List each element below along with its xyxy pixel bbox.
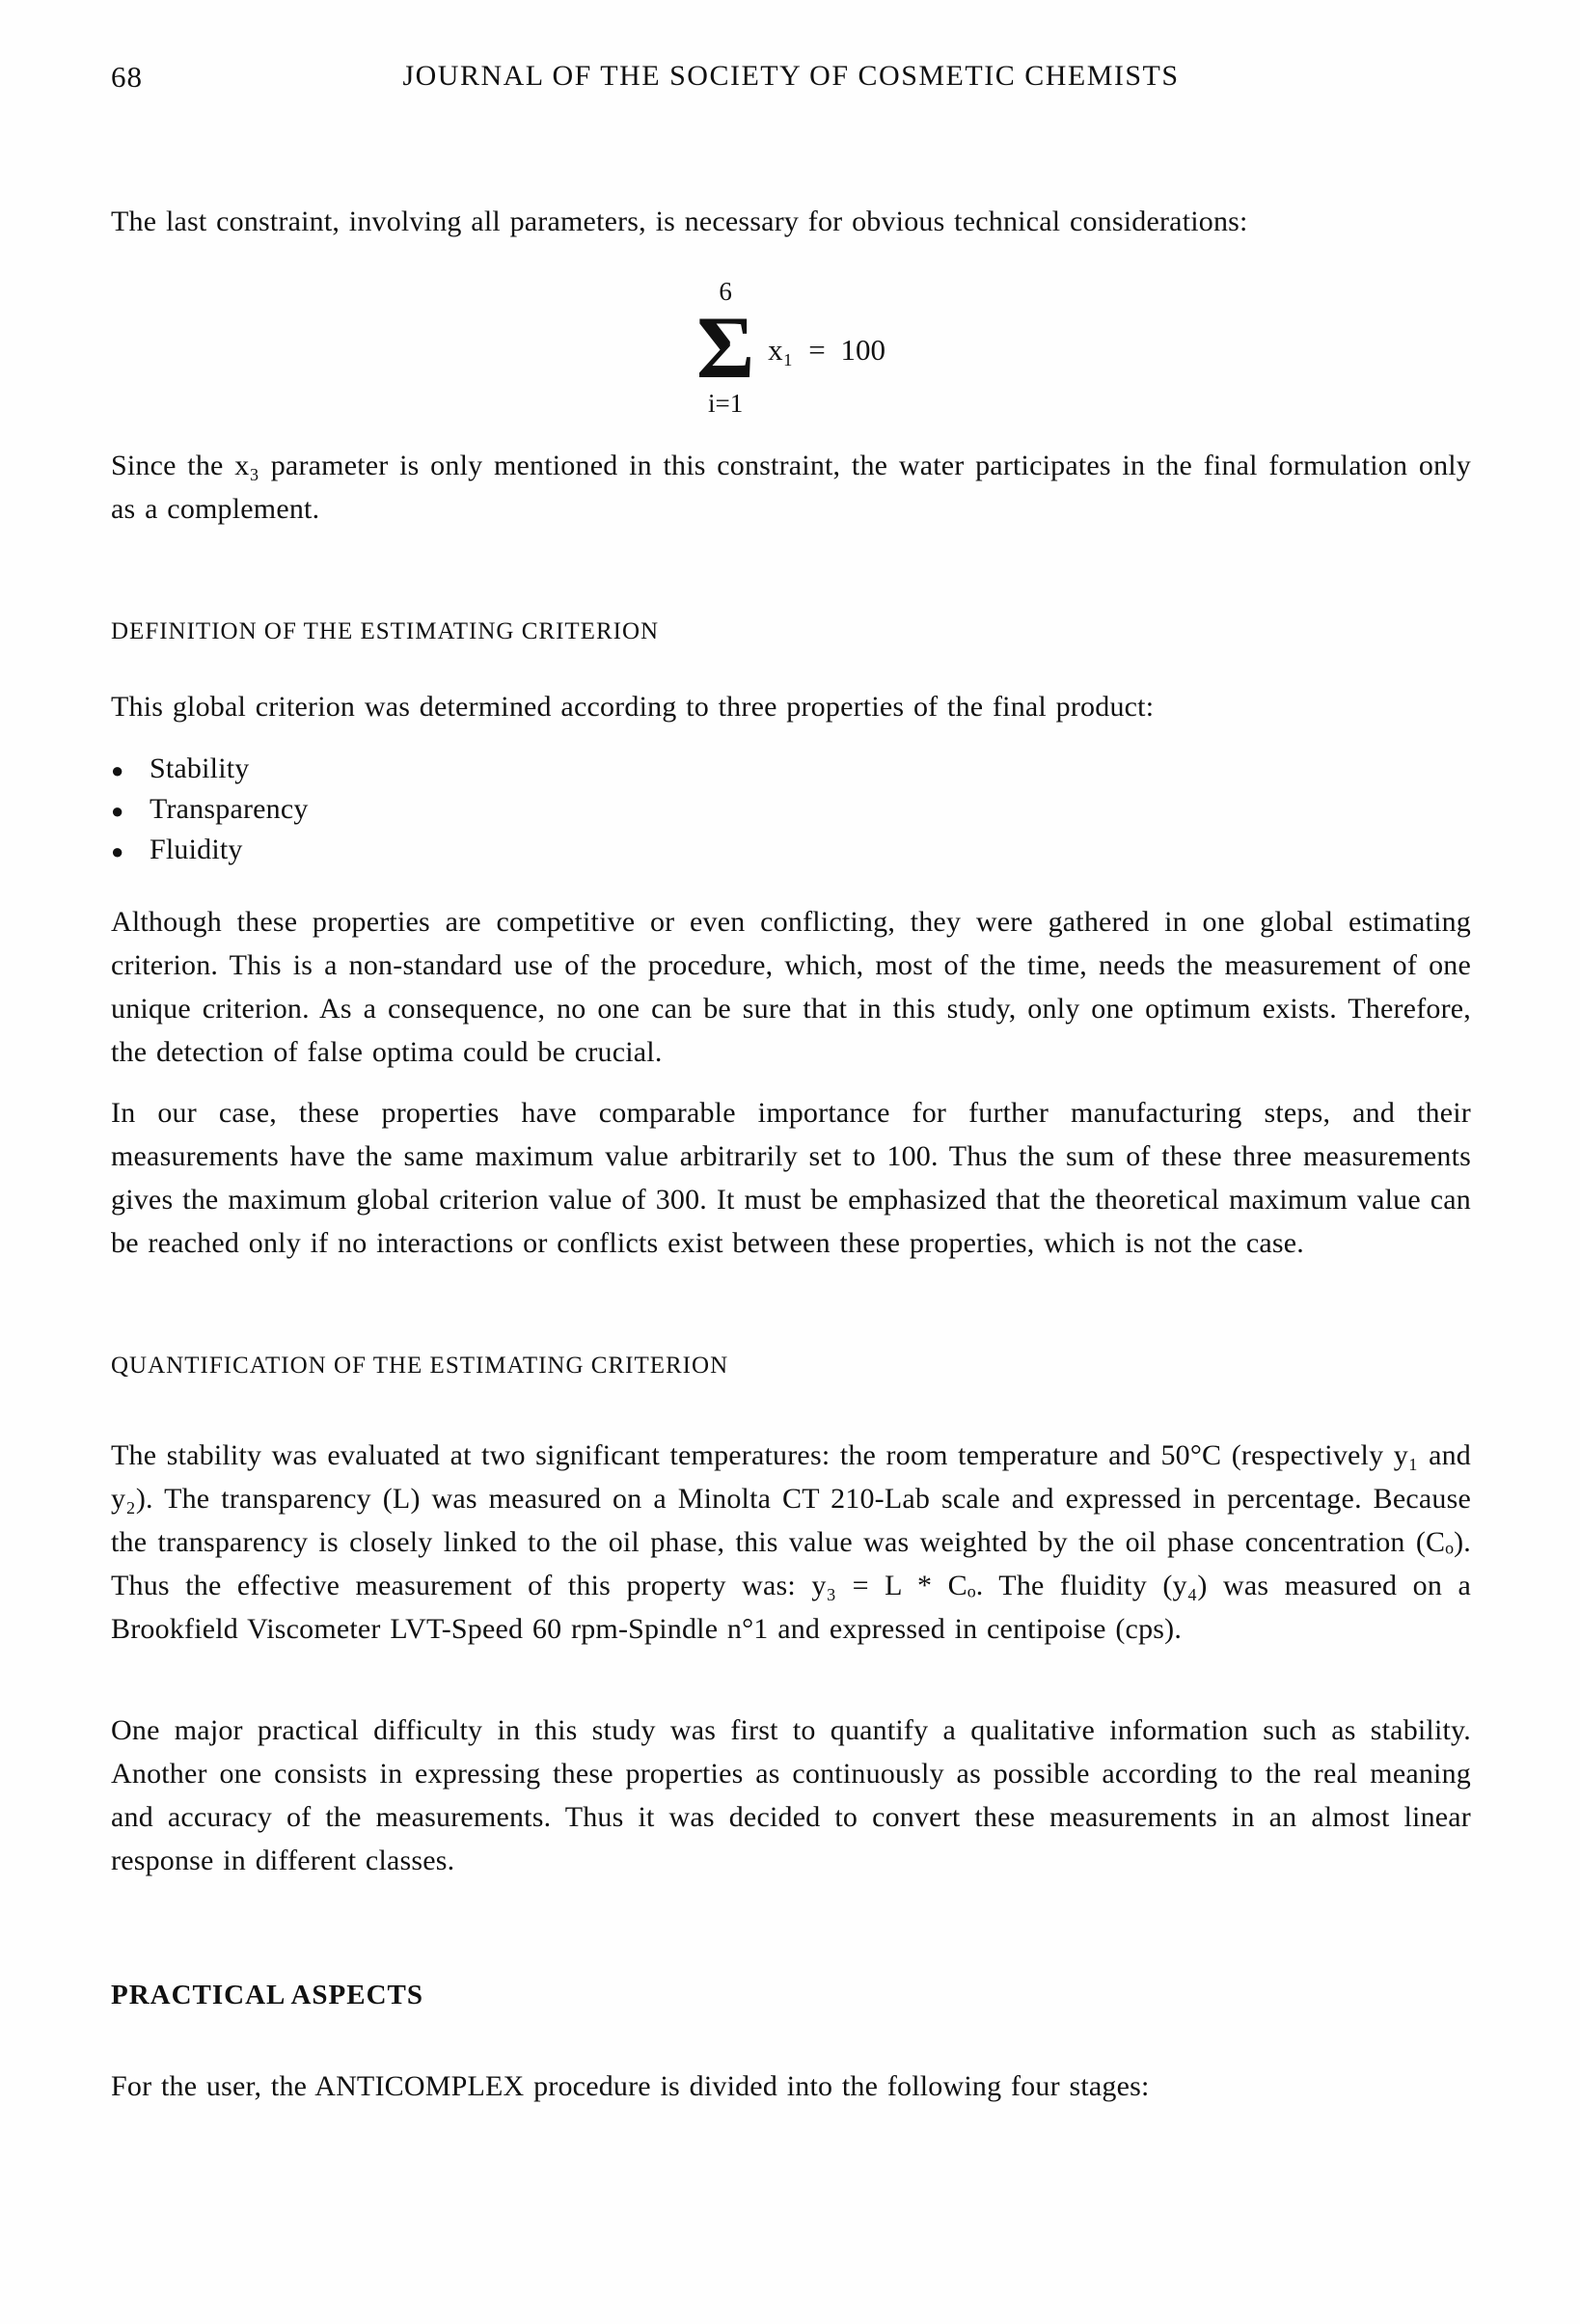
section-heading-quantification: QUANTIFICATION OF THE ESTIMATING CRITERION [111,1353,729,1379]
journal-title: JOURNAL OF THE SOCIETY OF COSMETIC CHEMISTS [402,60,1180,92]
paragraph-definition-intro: This global criterion was determined according to three properties of the final product: [111,691,1155,723]
sum-lower-limit: i=1 [707,389,744,418]
paragraph-competitive: Although these properties are competitive or even conflicting, they were gathered in one global estimating criterion. This is a non-standard use of the procedure, which, most of the time, needs the measurement of one unique criterion. As a consequence, no one can be sure that in this study, only one optimum exists. Therefore, the detection of false optima could be crucial. [111,906,1471,1068]
sum-upper-limit: 6 [719,277,732,306]
paragraph-importance: In our case, these properties have comparable importance for further manufacturing steps, and their measurements have the same maximum value arbitrarily set to 100. Thus the sum of these three measurements gives the maximum global criterion value of 300. It must be emphasized that the theoretical maximum value can be reached only if no interactions or conflicts exist between these properties, which is not the case. [111,1097,1471,1259]
bullet-icon: ● [111,839,124,863]
paragraph-since: Since the x₃ parameter is only mentioned in this constraint, the water participates in the final formulation only as a complement. [111,450,1471,525]
sigma-icon: Σ [696,298,755,396]
equation-expression: x₁ = 100 [768,333,885,367]
bullet-icon: ● [111,758,124,782]
paragraph-stability: The stability was evaluated at two significant temperatures: the room temperature and 50°C (respectively y₁ and y₂). The transparency (L) was measured on a Minolta CT 210-Lab scale and expressed in percentage. Because the transparency is closely linked to the oil phase, this value was weighted by the oil phase concentration (Cₒ). Thus the effective measurement of this property was: y₃ = L * Cₒ. The fluidity (y₄) was measured on a Brookfield Viscometer LVT-Speed 60 rpm-Spindle n°1 and expressed in centipoise (cps). [111,1439,1471,1645]
bullet-label: Transparency [150,793,309,825]
section-heading-definition: DEFINITION OF THE ESTIMATING CRITERION [111,618,660,644]
page-number: 68 [111,60,143,94]
summation-equation [111,270,1471,424]
paragraph-difficulty: One major practical difficulty in this study was first to quantify a qualitative information such as stability. Another one consists in expressing these properties as continuously as possible according to the real meaning and accuracy of the measurements. Thus it was decided to convert these measurements in an almost linear response in different classes. [111,1714,1471,1876]
sigma-block [696,277,754,418]
page-header [111,60,1471,98]
properties-list [111,750,1471,871]
list-item [111,750,1471,790]
bullet-icon: ● [111,799,124,823]
bullet-label: Fluidity [150,834,243,865]
bullet-label: Stability [150,752,250,784]
paragraph-intro: The last constraint, involving all parameters, is necessary for obvious technical considerations: [111,205,1248,237]
list-item [111,831,1471,871]
list-item [111,790,1471,831]
paragraph-user: For the user, the ANTICOMPLEX procedure is divided into the following four stages: [111,2070,1150,2102]
section-heading-practical: PRACTICAL ASPECTS [111,1980,423,2010]
